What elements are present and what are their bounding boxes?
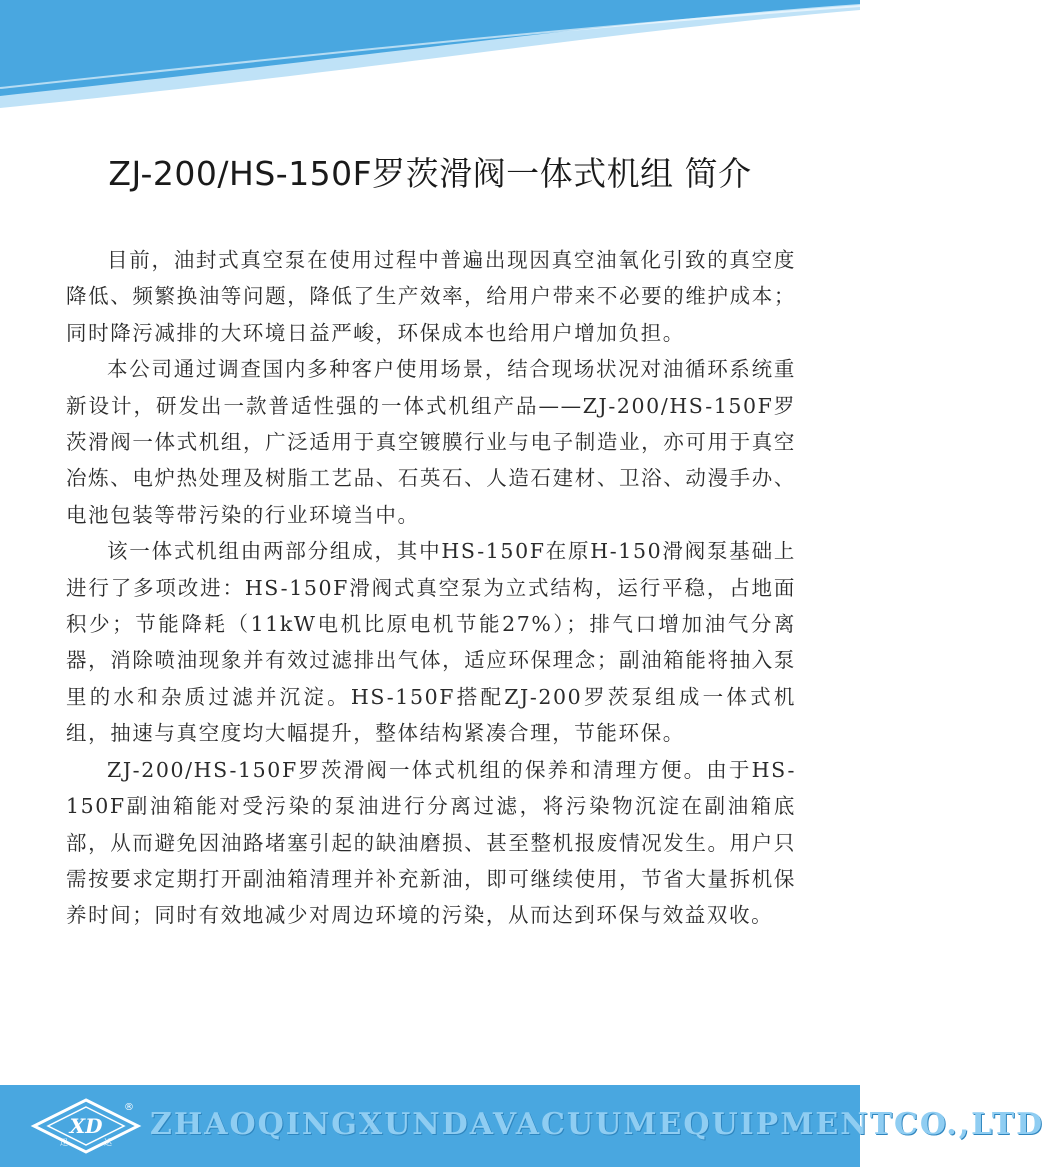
logo-left-char: 迅 — [60, 1138, 68, 1147]
header-wave-decoration — [0, 0, 860, 110]
paragraph-2: 本公司通过调查国内多种客户使用场景，结合现场状况对油循环系统重新设计，研发出一款普适性强的一体式机组产品——ZJ-200/HS-150F罗茨滑阀一体式机组，广泛适用于真空镀膜行业与电子制造业，亦可用于真空冶炼、电炉热处理及树脂工艺品、石英石、人造石建材、卫浴、动漫手办、电池包装等带污染的行业环境当中。 — [66, 357, 796, 527]
paragraph-3: 该一体式机组由两部分组成，其中HS-150F在原H-150滑阀泵基础上进行了多项改进：HS-150F滑阀式真空泵为立式结构，运行平稳，占地面积少；节能降耗（11kW电机比原电机节能27%）；排气口增加油气分离器，消除喷油现象并有效过滤排出气体，适应环保理念；副油箱能将抽入泵里的水和杂质过滤并沉淀。HS-150F搭配ZJ-200罗茨泵组成一体式机组，抽速与真空度均大幅提升，整体结构紧凑合理，节能环保。 — [66, 539, 796, 746]
logo-right-char: 达 — [104, 1138, 112, 1147]
intro-body — [66, 242, 796, 934]
company-name-english: ZHAOQINGXUNDAVACUUMEQUIPMENTCO.,LTD — [150, 1107, 1044, 1142]
logo-mark-text: XD — [69, 1114, 103, 1138]
registered-mark: ® — [124, 1102, 134, 1113]
paragraph-1: 目前，油封式真空泵在使用过程中普遍出现因真空油氧化引致的真空度降低、频繁换油等问题，降低了生产效率，给用户带来不必要的维护成本；同时降污减排的大环境日益严峻，环保成本也给用户增加负担。 — [66, 248, 796, 345]
page-title: ZJ-200/HS-150F罗茨滑阀一体式机组 简介 — [108, 154, 752, 193]
paragraph-4: ZJ-200/HS-150F罗茨滑阀一体式机组的保养和清理方便。由于HS-150F副油箱能对受污染的泵油进行分离过滤，将污染物沉淀在副油箱底部，从而避免因油路堵塞引起的缺油磨损、甚至整机报废情况发生。用户只需按要求定期打开副油箱清理并补充新油，即可继续使用，节省大量拆机保养时间；同时有效地减少对周边环境的污染，从而达到环保与效益双收。 — [66, 757, 796, 928]
